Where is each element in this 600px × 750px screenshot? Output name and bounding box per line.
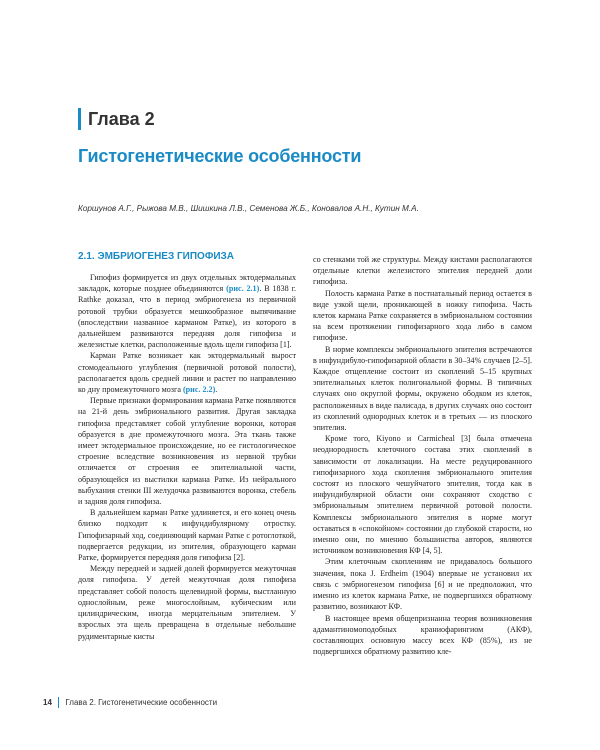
figure-reference-link[interactable]: (рис. 2.2) — [182, 385, 216, 395]
paragraph: Этим клеточным скоплениям не придавалось большого значения, пока J. Erdheim (1904) впервые не установил их связь с эмбриогенезом гипофиза [6] и не предположил, что именно из клеток кармана Ратке, не подвергшихся обратному развитию, возникают КФ. — [313, 557, 532, 612]
paragraph: Между передней и задней долей формируется межуточная доля гипофиза. У детей межуточная доля гипофиза представляет собой полость щелевидной формы, выстланную однослойным, реже многослойным, кубическим или цилиндрическим, иногда мерцательным эпителием. У взрослых эта щель превращена в отдельные небольшие рудиментарные кисты — [78, 564, 296, 641]
paragraph: Кроме того, Kiyono и Carmicheal [3] была отмечена неоднородность клеточного состава этих скоплений в зависимости от локализации. На месте редуцированного гипофизарного хода скопления эмбрионального эпителия состоят из плоского чешуйчатого эпителия, тогда как в инфундибулярной области они сохраняют сходство с эмбриональным эпителием первичной ротовой полости. Комплексы эмбрионального эпителия в норме могут оставаться в «спокойном» состоянии до глубокой старости, но именно они, по мнению большинства авторов, являются источником возникновения КФ [4, 5]. — [313, 434, 532, 556]
paragraph: со стенками той же структуры. Между кистами располагаются отдельные клетки железистого эпителия передней доли гипофиза. — [313, 255, 532, 287]
paragraph: В настоящее время общепризнанна теория возникновения адамантиномоподобных краниофарингиом (АКФ), составляющих основную массу всех КФ (85%), из не подвергшихся обратному развитию кле- — [313, 613, 532, 657]
paragraph: Полость кармана Ратке в постнатальный период остается в виде узкой щели, проникающей в ножку гипофиза. Часть клеток кармана Ратке сохраняется в эмбриональном состоянии на всем протяжении гипофизарного хода либо в самом гипофизе. — [313, 288, 532, 343]
paragraph: Первые признаки формирования кармана Ратке появляются на 21-й день эмбрионального развития. Другая закладка гипофиза представляет собой углубление воронки, которая образуется в дне промежуточного мозга. Эта ткань также имеет эктодермальное происхождение, но ее гистологическое строение вследствие возникновения из нервной трубки отличается от строения ее эпителиальной части, образующейся из выстилки кармана Ратке. Из нейрального выбухания стенки III желудочка развиваются воронка, стебель и задняя доля гипофиза. — [78, 396, 296, 507]
chapter-header — [78, 108, 155, 130]
paragraph-text: . — [215, 385, 218, 395]
chapter-label: Глава 2 — [88, 108, 155, 129]
paragraph: В норме комплексы эмбрионального эпителия встречаются в инфундибуло-гипофизарной области в 30–34% случаев [2–5]. Каждое отщепление состоит из скоплений 5–15 крупных эпителиальных клеток полигональной формы. В типичных случаях оно округлой формы, окружено ободком из клеток, расположенных в виде палисада, в других случаях оно состоит из скоплений однородных клеток и в третьих — из плоского эпителия. — [313, 344, 532, 433]
paragraph-text: Карман Ратке возникает как эктодермальный вырост стомодеального углубления (первичной ротовой полости), располагается вдоль средней линии и растет по направлению ко дну промежуточного мозга — [78, 351, 296, 395]
section-heading: 2.1. ЭМБРИОГЕНЕЗ ГИПОФИЗА — [78, 251, 235, 262]
paragraph — [78, 350, 296, 395]
paragraph: В дальнейшем карман Ратке удлиняется, и его конец очень близко подходит к инфундибулярному отростку. Гипофизарный ход, соединяющий карман Ратке с ротоглоткой, подвергается редукции, из эпителия, образующего карман Ратке, формируется передняя доля гипофиза [2]. — [78, 508, 296, 563]
page-footer — [43, 697, 217, 708]
authors-line: Коршунов А.Г., Рыжова М.В., Шишкина Л.В., Семенова Ж.Б., Коновалов А.Н., Кутин М.А. — [78, 204, 419, 213]
figure-reference-link[interactable]: (рис. 2.1) — [226, 284, 260, 294]
paragraph-text: Гипофиз формируется из двух отдельных эктодермальных закладок, которые позднее объединяются — [78, 273, 296, 294]
chapter-title: Гистогенетические особенности — [78, 146, 362, 166]
paragraph — [78, 272, 296, 350]
paragraph-text: . В 1838 г. Rathke доказал, что в период эмбриогенеза из первичной ротовой трубки образуется мешкообразное выпячивание (впоследствии названное карманом Ратке), из которого в дальнейшем развиваются передняя доля гипофиза и железистые клетки, расположенные вдоль щели гипофиза [1]. — [78, 284, 297, 350]
footer-accent-bar — [58, 697, 60, 708]
running-title: Глава 2. Гистогенетические особенности — [65, 698, 218, 707]
page-number: 14 — [43, 698, 52, 707]
chapter-accent-bar — [78, 108, 81, 130]
right-column — [313, 254, 532, 657]
left-column — [78, 251, 296, 642]
